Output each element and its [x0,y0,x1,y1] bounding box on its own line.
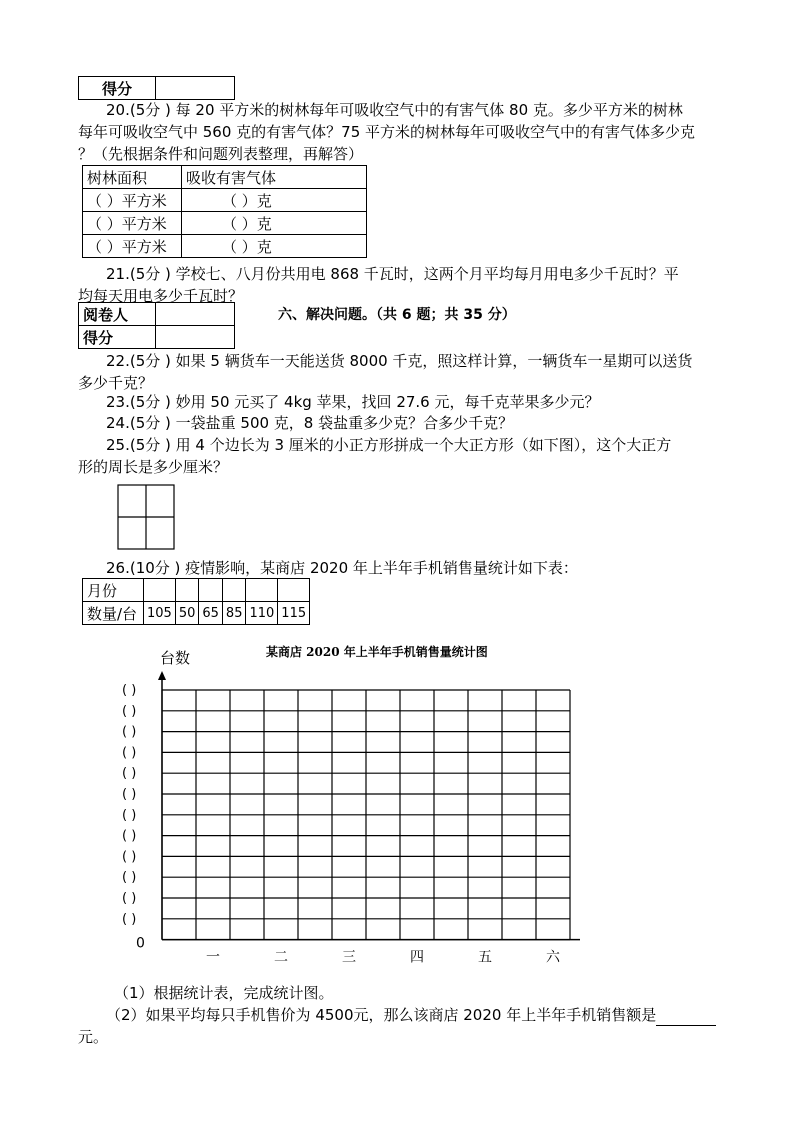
x-tick-label: 三 [342,949,356,966]
q26-qty-cell: 115 [278,602,310,625]
q26-sub2-end: 元。 [78,1028,109,1046]
q26-qty-cell: 65 [199,602,223,625]
score-label: 得分 [79,326,156,349]
q26-month-cell [278,579,310,602]
y-tick-label: ( ) [122,724,137,740]
y-tick-label: ( ) [122,787,137,802]
q26-intro: 26.(10分 ) 疫情影响，某商店 2020 年上半年手机销售量统计如下表： [106,559,578,577]
q20-cell: （ ）克 [182,235,367,258]
q20-cell: （ ）平方米 [83,212,182,235]
q20-cell: （ ）克 [182,212,367,235]
square-figure [117,484,175,550]
q26-qty-cell: 50 [175,602,199,625]
q26-month-cell [144,579,176,602]
q20-cell: （ ）平方米 [83,235,182,258]
q26-sub1: （1）根据统计表，完成统计图。 [114,984,334,1002]
q25-line1: 25.(5分 ) 用 4 个边长为 3 厘米的小正方形拼成一个大正方形（如下图），这个大正方 [106,436,672,454]
q26-qty-cell: 85 [222,602,246,625]
q25-line2: 形的周长是多少厘米？ [78,458,229,476]
chart-ylabel: 台数 [160,649,191,667]
q24-line: 24.(5分 ) 一袋盐重 500 克，8 袋盐重多少克？合多少千克？ [106,414,514,432]
y-tick-label: ( ) [122,828,137,844]
reviewer-value [156,303,235,326]
score-box-mid [78,302,235,349]
q26-month-cell [246,579,278,602]
q22-line1: 22.(5分 ) 如果 5 辆货车一天能送货 8000 千克，照这样计算，一辆货车一星期可以送货 [106,352,693,370]
chart-title: 某商店 2020 年上半年手机销售量统计图 [266,645,488,659]
score-value [156,326,235,349]
q26-qty-label: 数量/台 [83,602,144,625]
q26-sub2-text: （2）如果平均每只手机售价为 4500元，那么该商店 2020 年上半年手机销售额是 [106,1006,657,1024]
q26-table [82,578,310,625]
x-tick-label: 四 [410,949,424,966]
q26-month-cell [222,579,246,602]
q21-line1: 21.(5分 ) 学校七、八月份共用电 868 千瓦时，这两个月平均每月用电多少千瓦时？平 [106,265,679,283]
q20-line3: ？（先根据条件和问题列表整理，再解答） [78,145,364,163]
y-tick-label: ( ) [122,745,137,761]
q26-month-label: 月份 [83,579,144,602]
y-tick-label: ( ) [122,766,137,782]
q20-line2: 每年可吸收空气中 560 克的有害气体？75 平方米的树林每年可吸收空气中的有害气体多少克 [78,123,696,141]
q23-line: 23.(5分 ) 妙用 50 元买了 4kg 苹果，找回 27.6 元，每千克苹果多少元？ [106,393,600,411]
q21-line2: 均每天用电多少千瓦时？ [78,287,244,305]
score-value [156,77,235,100]
q20-line1: 20.(5分 ) 每 20 平方米的树林每年可吸收空气中的有害气体 80 克。多少平方米的树林 [106,101,683,119]
section6-title: 六、解决问题。（共 6 题；共 35 分） [278,307,516,323]
y-tick-label: ( ) [122,870,137,886]
y-tick-label: ( ) [122,703,137,719]
q26-month-cell [175,579,199,602]
score-label: 得分 [79,77,156,100]
y-axis-arrow [158,671,166,680]
x-tick-label: 五 [478,949,492,966]
score-box-top [78,76,235,100]
q26-month-cell [199,579,223,602]
y-tick-label: ( ) [122,891,137,906]
reviewer-label: 阅卷人 [79,303,156,326]
q20-cell: （ ）平方米 [83,189,182,212]
sales-chart [110,670,590,970]
y-tick-label: ( ) [122,849,137,865]
x-tick-label: 二 [274,949,288,966]
q26-qty-cell: 110 [246,602,278,625]
y-tick-label: ( ) [122,911,137,927]
q20-cell: （ ）克 [182,189,367,212]
q26-sub2 [78,1004,718,1026]
x-tick-label: 六 [546,949,560,966]
origin-label: 0 [136,935,145,952]
q26-qty-cell: 105 [144,602,176,625]
q26-answer-blank[interactable] [656,1009,716,1026]
q22-line2: 多少千克？ [78,374,154,392]
x-tick-label: 一 [206,949,220,966]
q20-header-area: 树林面积 [83,166,182,189]
y-tick-label: ( ) [122,807,137,823]
q20-table [82,165,367,258]
q20-header-gas: 吸收有害气体 [182,166,367,189]
y-tick-label: ( ) [122,683,137,698]
